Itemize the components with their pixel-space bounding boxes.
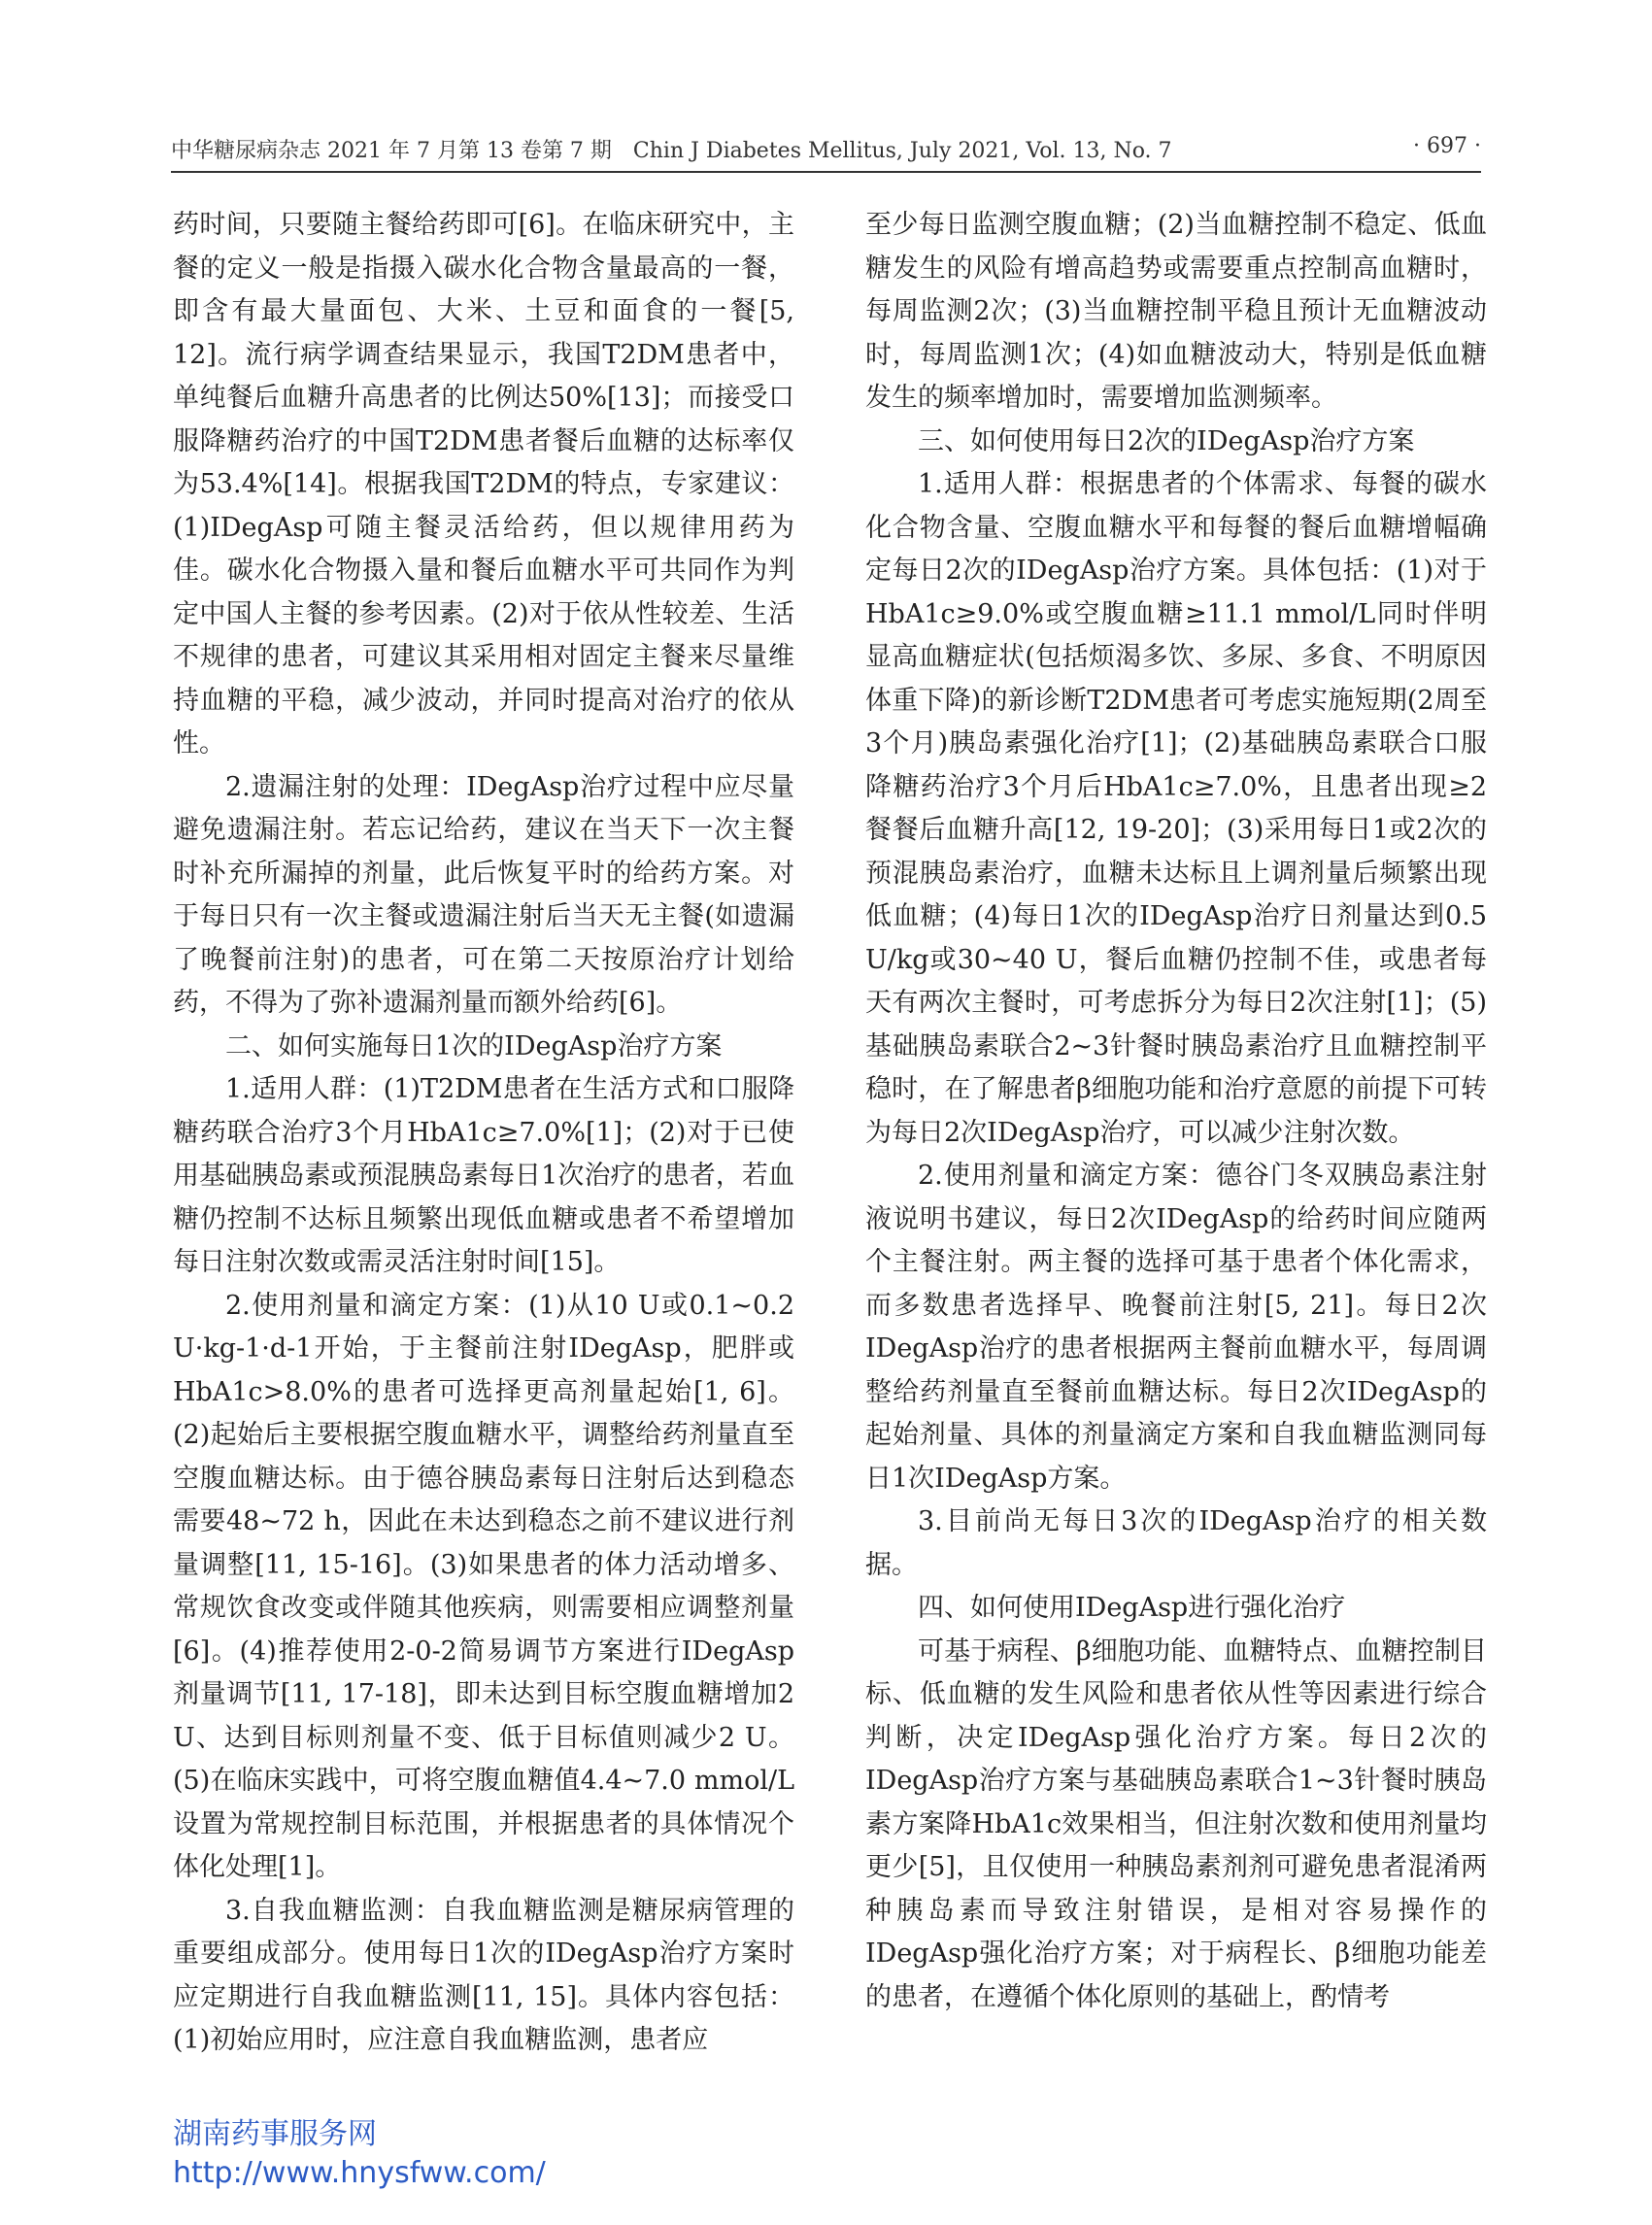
header-rule <box>171 171 1481 173</box>
right-column <box>865 204 1487 2019</box>
watermark-footer <box>173 2115 546 2193</box>
section-heading: 四、如何使用IDegAsp进行强化治疗 <box>918 1593 1346 1623</box>
paragraph: 2.遗漏注射的处理：IDegAsp治疗过程中应尽量避免遗漏注射。若忘记给药，建议在当天下一次主餐时补充所漏掉的剂量，此后恢复平时的给药方案。对于每日只有一次主餐或遗漏注射后当天无主餐(如遗漏了晚餐前注射)的患者，可在第二天按原治疗计划给药，不得为了弥补遗漏剂量而额外给药[6]。 <box>173 771 794 1018</box>
site-url[interactable]: http://www.hnysfww.com/ <box>173 2156 546 2190</box>
left-column <box>173 204 794 2063</box>
page-number: · 697 · <box>1413 134 1481 158</box>
section-heading: 二、如何实施每日1次的IDegAsp治疗方案 <box>225 1030 723 1062</box>
journal-citation: 中华糖尿病杂志 2021 年 7 月第 13 卷第 7 期 Chin J Diabetes Mellitus, July 2021, Vol. 13, No. 7 <box>171 139 1172 163</box>
paragraph: 2.使用剂量和滴定方案：(1)从10 U或0.1~0.2 U·kg-1·d-1开始，于主餐前注射IDegAsp，肥胖或HbA1c>8.0%的患者可选择更高剂量起始[1, 6]。(2)起始后主要根据空腹血糖水平，调整给药剂量直至空腹血糖达标。由于德谷胰岛素每日注射后达到稳态需要48~72 h，因此在未达到稳态之前不建议进行剂量调整[11, 15-16]。(3)如果患者的体力活动增多、常规饮食改变或伴随其他疾病，则需要相应调整剂量[6]。(4)推荐使用2-0-2简易调节方案进行IDegAsp剂量调节[11, 17-18]，即未达到目标空腹血糖增加2 U、达到目标则剂量不变、低于目标值则减少2 U。(5)在临床实践中，可将空腹血糖值4.4~7.0 mmol/L设置为常规控制目标范围，并根据患者的具体情况个体化处理[1]。 <box>173 1290 794 1882</box>
paragraph: 至少每日监测空腹血糖；(2)当血糖控制不稳定、低血糖发生的风险有增高趋势或需要重点控制高血糖时，每周监测2次；(3)当血糖控制平稳且预计无血糖波动时，每周监测1次；(4)如血糖波动大，特别是低血糖发生的频率增加时，需要增加监测频率。 <box>865 210 1487 413</box>
paragraph: 3.自我血糖监测：自我血糖监测是糖尿病管理的重要组成部分。使用每日1次的IDegAsp治疗方案时应定期进行自我血糖监测[11, 15]。具体内容包括：(1)初始应用时，应注意自我血糖监测，患者应 <box>173 1895 794 2055</box>
site-name: 湖南药事服务网 <box>173 2117 377 2151</box>
paragraph: 1.适用人群：根据患者的个体需求、每餐的碳水化合物含量、空腹血糖水平和每餐的餐后血糖增幅确定每日2次的IDegAsp治疗方案。具体包括：(1)对于HbA1c≥9.0%或空腹血糖≥11.1 mmol/L同时伴明显高血糖症状(包括烦渴多饮、多尿、多食、不明原因体重下降)的新诊断T2DM患者可考虑实施短期(2周至3个月)胰岛素强化治疗[1]；(2)基础胰岛素联合口服降糖药治疗3个月后HbA1c≥7.0%，且患者出现≥2餐餐后血糖升高[12, 19-20]；(3)采用每日1或2次的预混胰岛素治疗，血糖未达标且上调剂量后频繁出现低血糖；(4)每日1次的IDegAsp治疗日剂量达到0.5 U/kg或30~40 U，餐后血糖仍控制不佳，或患者每天有两次主餐时，可考虑拆分为每日2次注射[1]；(5)基础胰岛素联合2~3针餐时胰岛素治疗且血糖控制平稳时，在了解患者β细胞功能和治疗意愿的前提下可转为每日2次IDegAsp治疗，可以减少注射次数。 <box>865 469 1487 1148</box>
paragraph: 3.目前尚无每日3次的IDegAsp治疗的相关数据。 <box>865 1506 1487 1580</box>
running-header <box>171 134 1481 169</box>
paragraph: 可基于病程、β细胞功能、血糖特点、血糖控制目标、低血糖的发生风险和患者依从性等因素进行综合判断，决定IDegAsp强化治疗方案。每日2次的IDegAsp治疗方案与基础胰岛素联合1~3针餐时胰岛素方案降HbA1c效果相当，但注射次数和使用剂量均更少[5]，且仅使用一种胰岛素剂剂可避免患者混淆两种胰岛素而导致注射错误，是相对容易操作的IDegAsp强化治疗方案；对于病程长、β细胞功能差的患者，在遵循个体化原则的基础上，酌情考 <box>865 1635 1487 2012</box>
section-heading: 三、如何使用每日2次的IDegAsp治疗方案 <box>918 425 1415 456</box>
paragraph: 1.适用人群：(1)T2DM患者在生活方式和口服降糖药联合治疗3个月HbA1c≥7.0%[1]；(2)对于已使用基础胰岛素或预混胰岛素每日1次治疗的患者，若血糖仍控制不达标且频繁出现低血糖或患者不希望增加每日注射次数或需灵活注射时间[15]。 <box>173 1074 794 1277</box>
paragraph: 2.使用剂量和滴定方案：德谷门冬双胰岛素注射液说明书建议，每日2次IDegAsp的给药时间应随两个主餐注射。两主餐的选择可基于患者个体化需求，而多数患者选择早、晚餐前注射[5, 21]。每日2次IDegAsp治疗的患者根据两主餐前血糖水平，每周调整给药剂量直至餐前血糖达标。每日2次IDegAsp的起始剂量、具体的剂量滴定方案和自我血糖监测同每日1次IDegAsp方案。 <box>865 1161 1487 1494</box>
paragraph: 药时间，只要随主餐给药即可[6]。在临床研究中，主餐的定义一般是指摄入碳水化合物含量最高的一餐，即含有最大量面包、大米、土豆和面食的一餐[5, 12]。流行病学调查结果显示，我国T2DM患者中，单纯餐后血糖升高患者的比例达50%[13]；而接受口服降糖药治疗的中国T2DM患者餐后血糖的达标率仅为53.4%[14]。根据我国T2DM的特点，专家建议：(1)IDegAsp可随主餐灵活给药，但以规律用药为佳。碳水化合物摄入量和餐后血糖水平可共同作为判定中国人主餐的参考因素。(2)对于依从性较差、生活不规律的患者，可建议其采用相对固定主餐来尽量维持血糖的平稳，减少波动，并同时提高对治疗的依从性。 <box>173 210 794 759</box>
